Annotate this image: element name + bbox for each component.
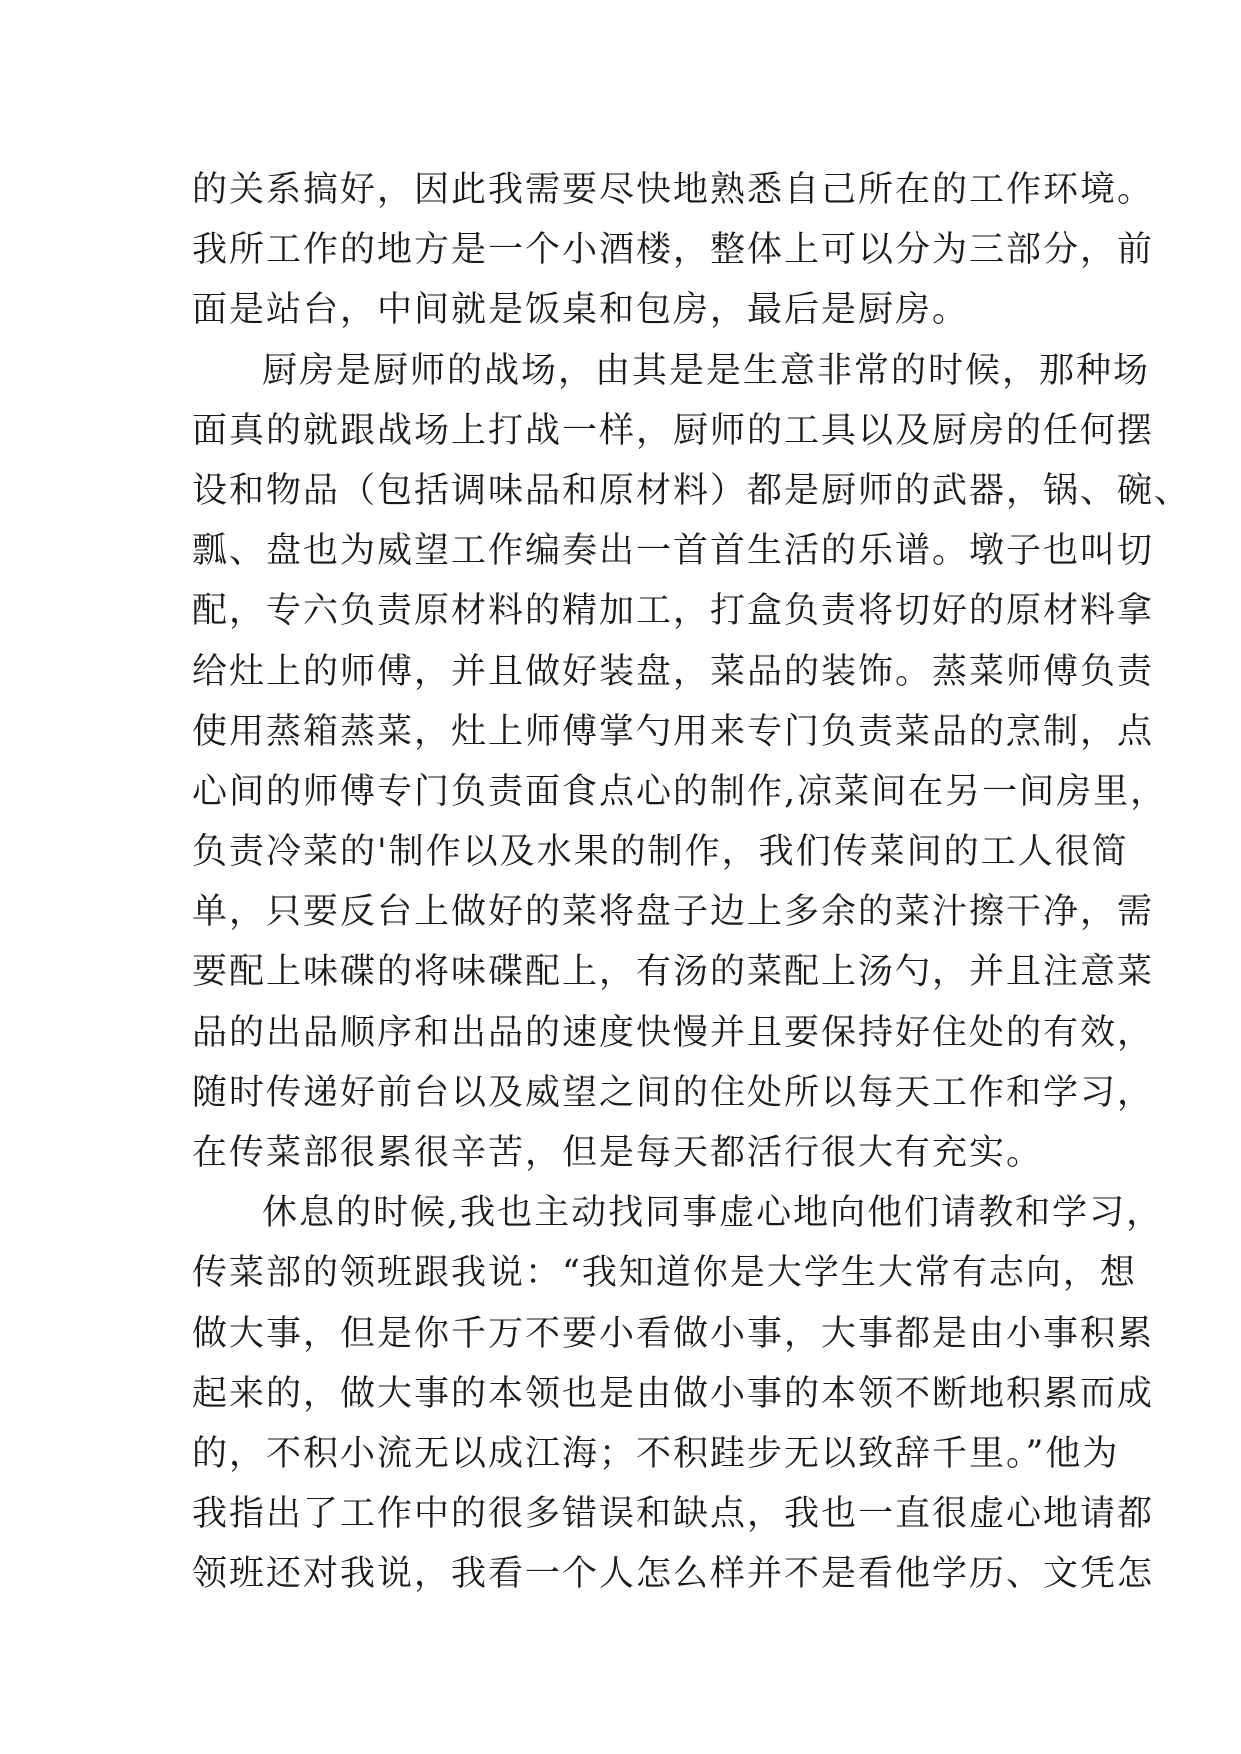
text-line: 心间的师傅专门负责面食点心的制作,凉菜间在另一间房里，: [192, 771, 1168, 812]
text-line: 我所工作的地方是一个小酒楼，整体上可以分为三部分，前: [192, 230, 1155, 271]
text-line: 负责冷菜的'制作以及水果的制作，我们传菜间的工人很简: [192, 832, 1129, 873]
text-line: 我指出了工作中的很多错误和缺点，我也一直很虚心地请都: [192, 1494, 1155, 1535]
text-line: 面是站台，中间就是饭桌和包房，最后是厨房。: [192, 290, 970, 331]
text-line: 领班还对我说，我看一个人怎么样并不是看他学历、文凭怎: [192, 1554, 1155, 1595]
text-line: 单，只要反台上做好的菜将盘子边上多余的菜汁擦干净，需: [192, 892, 1155, 933]
paragraph-first-line: 休息的时候,我也主动找同事虚心地向他们请教和学习，: [262, 1193, 1164, 1234]
text-line: 随时传递好前台以及威望之间的住处所以每天工作和学习，: [192, 1072, 1155, 1113]
text-line: 的关系搞好，因此我需要尽快地熟悉自己所在的工作环境。: [192, 170, 1155, 210]
text-line: 要配上味碟的将味碟配上，有汤的菜配上汤勺，并且注意菜: [192, 952, 1155, 993]
text-line: 给灶上的师傅，并且做好装盘，菜品的装饰。蒸菜师傅负责: [192, 651, 1155, 692]
text-line: 瓢、盘也为威望工作编奏出一首首生活的乐谱。墩子也叫切: [192, 531, 1155, 572]
text-line: 设和物品（包括调味品和原材料）都是厨师的武器，锅、碗、: [192, 470, 1192, 511]
text-line: 在传菜部很累很辛苦，但是每天都活行很大有充实。: [192, 1133, 1044, 1173]
paragraph-first-line: 厨房是厨师的战场，由其是是生意非常的时候，那种场: [262, 350, 1151, 391]
text-line: 品的出品顺序和出品的速度快慢并且要保持好住处的有效，: [192, 1012, 1155, 1053]
text-line: 面真的就跟战场上打战一样，厨师的工具以及厨房的任何摆: [192, 410, 1155, 451]
text-line: 的，不积小流无以成江海；不积跬步无以致辞千里。”他为: [192, 1433, 1120, 1474]
text-line: 做大事，但是你千万不要小看做小事，大事都是由小事积累: [192, 1313, 1155, 1354]
text-line: 传菜部的领班跟我说：“我知道你是大学生大常有志向，想: [192, 1253, 1137, 1294]
text-line: 起来的，做大事的本领也是由做小事的本领不断地积累而成: [192, 1373, 1155, 1414]
text-line: 使用蒸箱蒸菜，灶上师傅掌勺用来专门负责菜品的烹制，点: [192, 711, 1155, 752]
text-line: 配，专六负责原材料的精加工，打盒负责将切好的原材料拿: [192, 591, 1155, 632]
body-text: [192, 160, 1192, 1605]
